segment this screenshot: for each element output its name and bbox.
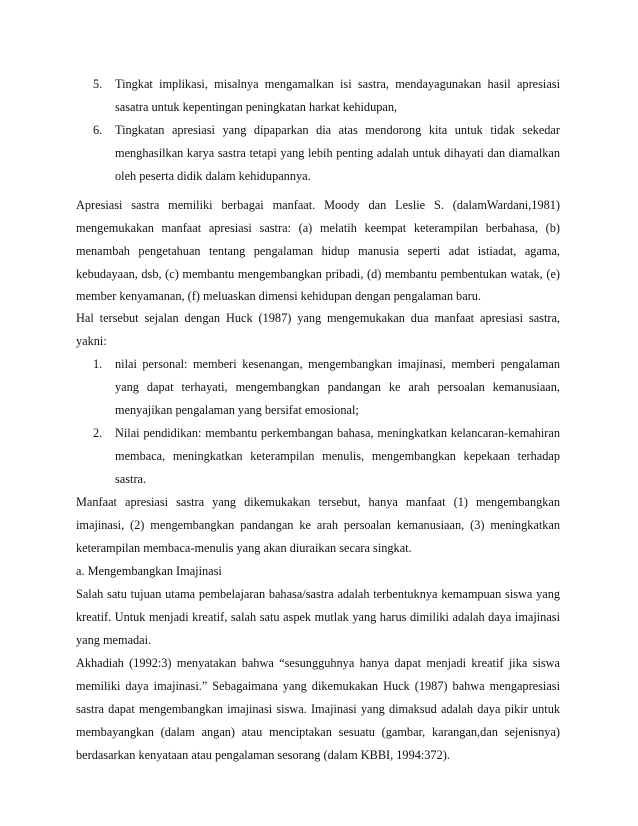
paragraph-line: sastra dapat mengembangkan imajinasi siswa. Imajinasi yang dimaksud adalah daya pikir untuk xyxy=(76,702,560,716)
list-number: 6. xyxy=(93,123,103,137)
paragraph-line: kreatif. Untuk menjadi kreatif, salah satu aspek mutlak yang harus dimiliki adalah daya imajinasi xyxy=(76,610,560,624)
list-item-line: Tingkatan apresiasi yang dipaparkan dia atas mendorong kita untuk tidak sekedar xyxy=(115,123,560,137)
list-item-line: yang dapat terhayati, mengembangkan pandangan ke arah persoalan kemanusiaan, xyxy=(115,380,560,394)
section-heading: a. Mengembangkan Imajinasi xyxy=(76,564,222,578)
paragraph-line: keterampilan membaca-menulis yang akan diuraikan secara singkat. xyxy=(76,541,412,555)
list-item-line: membaca, meningkatkan keterampilan menulis, mengembangkan kepekaan terhadap xyxy=(115,449,560,463)
list-number: 2. xyxy=(93,426,103,440)
paragraph-line: berdasarkan kenyataan atau pengalaman sesorang (dalam KBBI, 1994:372). xyxy=(76,748,450,762)
paragraph-line: kebudayaan, dsb, (c) membantu mengembangkan pribadi, (d) membantu pembentukan watak, (e) xyxy=(76,267,560,281)
paragraph-line: membayangkan (dalam angan) atau menciptakan sesuatu (gambar, karangan,dan sejenisnya) xyxy=(76,725,560,739)
paragraph-line: yang memadai. xyxy=(76,633,152,647)
list-item-line: menyajikan pengalaman yang bersifat emosional; xyxy=(115,403,359,417)
list-item-line: sasatra untuk kepentingan peningkatan harkat kehidupan, xyxy=(115,100,398,114)
paragraph-line: mengemukakan manfaat apresiasi sastra: (a) melatih keempat keterampilan berbahasa, (b) xyxy=(76,221,560,235)
list-number: 5. xyxy=(93,77,103,91)
paragraph-line: Akhadiah (1992:3) menyatakan bahwa “sesungguhnya hanya dapat menjadi kreatif jika siswa xyxy=(76,656,560,670)
list-item-line: Nilai pendidikan: membantu perkembangan bahasa, meningkatkan kelancaran-kemahiran xyxy=(115,426,560,440)
paragraph-line: Manfaat apresiasi sastra yang dikemukakan tersebut, hanya manfaat (1) mengembangkan xyxy=(76,495,560,509)
paragraph-line: yakni: xyxy=(76,334,107,348)
list-item-line: Tingkat implikasi, misalnya mengamalkan isi sastra, mendayagunakan hasil apresiasi xyxy=(115,77,560,91)
paragraph-line: Apresiasi sastra memiliki berbagai manfaat. Moody dan Leslie S. (dalamWardani,1981) xyxy=(76,198,560,212)
list-item-line: nilai personal: memberi kesenangan, mengembangkan imajinasi, memberi pengalaman xyxy=(115,357,560,371)
paragraph-line: member kenyamanan, (f) meluaskan dimensi kehidupan dengan pengalaman baru. xyxy=(76,289,481,303)
paragraph-line: Salah satu tujuan utama pembelajaran bahasa/sastra adalah terbentuknya kemampuan siswa yang xyxy=(76,587,560,601)
paragraph-line: imajinasi, (2) mengembangkan pandangan ke arah persoalan kemanusiaan, (3) meningkatkan xyxy=(76,518,560,532)
list-number: 1. xyxy=(93,357,103,371)
list-item-line: oleh peserta didik dalam kehidupannya. xyxy=(115,169,311,183)
list-item-line: sastra. xyxy=(115,472,147,486)
list-item-line: menghasilkan karya sastra tetapi yang lebih penting adalah untuk dihayati dan diamalkan xyxy=(115,146,560,160)
paragraph-line: memiliki daya imajinasi.” Sebagaimana yang dikemukakan Huck (1987) bahwa mengapresiasi xyxy=(76,679,560,693)
paragraph-line: menambah pengetahuan tentang pengalaman hidup manusia seperti adat istiadat, agama, xyxy=(76,244,560,258)
paragraph-line: Hal tersebut sejalan dengan Huck (1987) yang mengemukakan dua manfaat apresiasi sastra, xyxy=(76,311,560,325)
